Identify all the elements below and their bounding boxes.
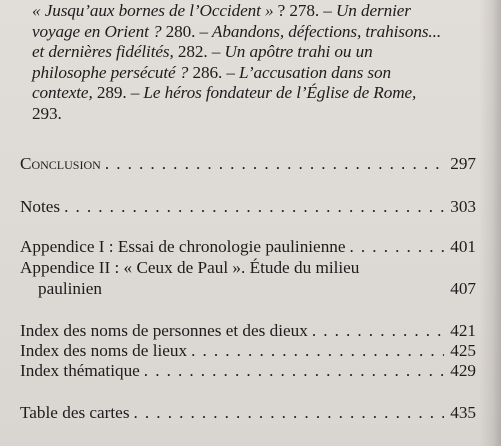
toc-entry-label: Appendice I : Essai de chronologie paulinienne xyxy=(20,237,346,256)
toc-entry-page: 407 xyxy=(450,279,476,298)
subsection-title: – Un dernier voyage en Orient ? xyxy=(32,1,411,41)
subsection-page: 280. xyxy=(165,21,196,41)
toc-entry-appendix-1 xyxy=(20,236,476,257)
toc-entry-label: Table des cartes xyxy=(20,403,130,422)
page-edge-shadow xyxy=(479,0,501,446)
toc-entry-maps xyxy=(20,402,476,423)
toc-entry-label: Index des noms de lieux xyxy=(20,341,188,360)
subsection-page: 289. xyxy=(96,83,127,103)
subsection-title: – Abandons, défections, trahisons... et dernières fidélités, xyxy=(32,21,442,62)
toc-entry-page: 303 xyxy=(450,197,476,216)
subsection-page: 286. xyxy=(192,62,223,82)
dot-leader xyxy=(191,340,444,361)
subsection-title: – Le héros fondateur de l’Église de Rome, xyxy=(126,83,417,103)
toc-entry-index-thematic xyxy=(20,360,476,381)
dot-leader xyxy=(134,402,445,423)
toc-entry-page: 435 xyxy=(450,403,476,422)
dot-leader xyxy=(312,320,444,341)
toc-entry-label: Index thématique xyxy=(20,361,140,380)
subsection-title: « Jusqu’aux bornes de l’Occident » xyxy=(32,1,274,20)
toc-entry-label: Index des noms de personnes et des dieux xyxy=(20,321,308,340)
subsection-page: 293. xyxy=(32,103,62,123)
toc-entry-page: 429 xyxy=(450,361,476,380)
subsection-page: 278. xyxy=(289,1,320,20)
toc-entry-appendix-2-line-1 xyxy=(20,257,476,278)
dot-leader xyxy=(144,360,444,381)
subsection-page: 282. xyxy=(177,42,208,62)
subsection-title: – Un apôtre trahi ou un philosophe persécuté ? xyxy=(32,42,373,82)
toc-entry-page: 425 xyxy=(450,341,476,360)
subsection-title: – L’accusation dans son contexte, xyxy=(32,62,392,103)
toc-entry-page: 297 xyxy=(450,154,476,173)
toc-entry-index-persons xyxy=(20,320,476,341)
dot-leader xyxy=(64,196,444,217)
subsection-mark: ? xyxy=(273,1,290,20)
toc-entry-conclusion xyxy=(20,153,476,174)
toc-entry-page: 401 xyxy=(450,237,476,256)
toc-entry-notes xyxy=(20,196,476,217)
chapter-subsections-paragraph xyxy=(32,1,442,125)
toc-entry-label: Appendice II : « Ceux de Paul ». Étude du milieu xyxy=(20,258,360,277)
toc-entry-label: Notes xyxy=(20,197,61,216)
toc-entry-page: 421 xyxy=(450,321,476,340)
toc-entry-appendix-2 xyxy=(20,278,476,299)
dot-leader xyxy=(350,236,445,257)
dot-leader xyxy=(105,153,444,174)
toc-entry-label: Conclusion xyxy=(20,154,101,173)
toc-entry-index-places xyxy=(20,340,476,361)
toc-entry-label: paulinien xyxy=(38,279,102,298)
